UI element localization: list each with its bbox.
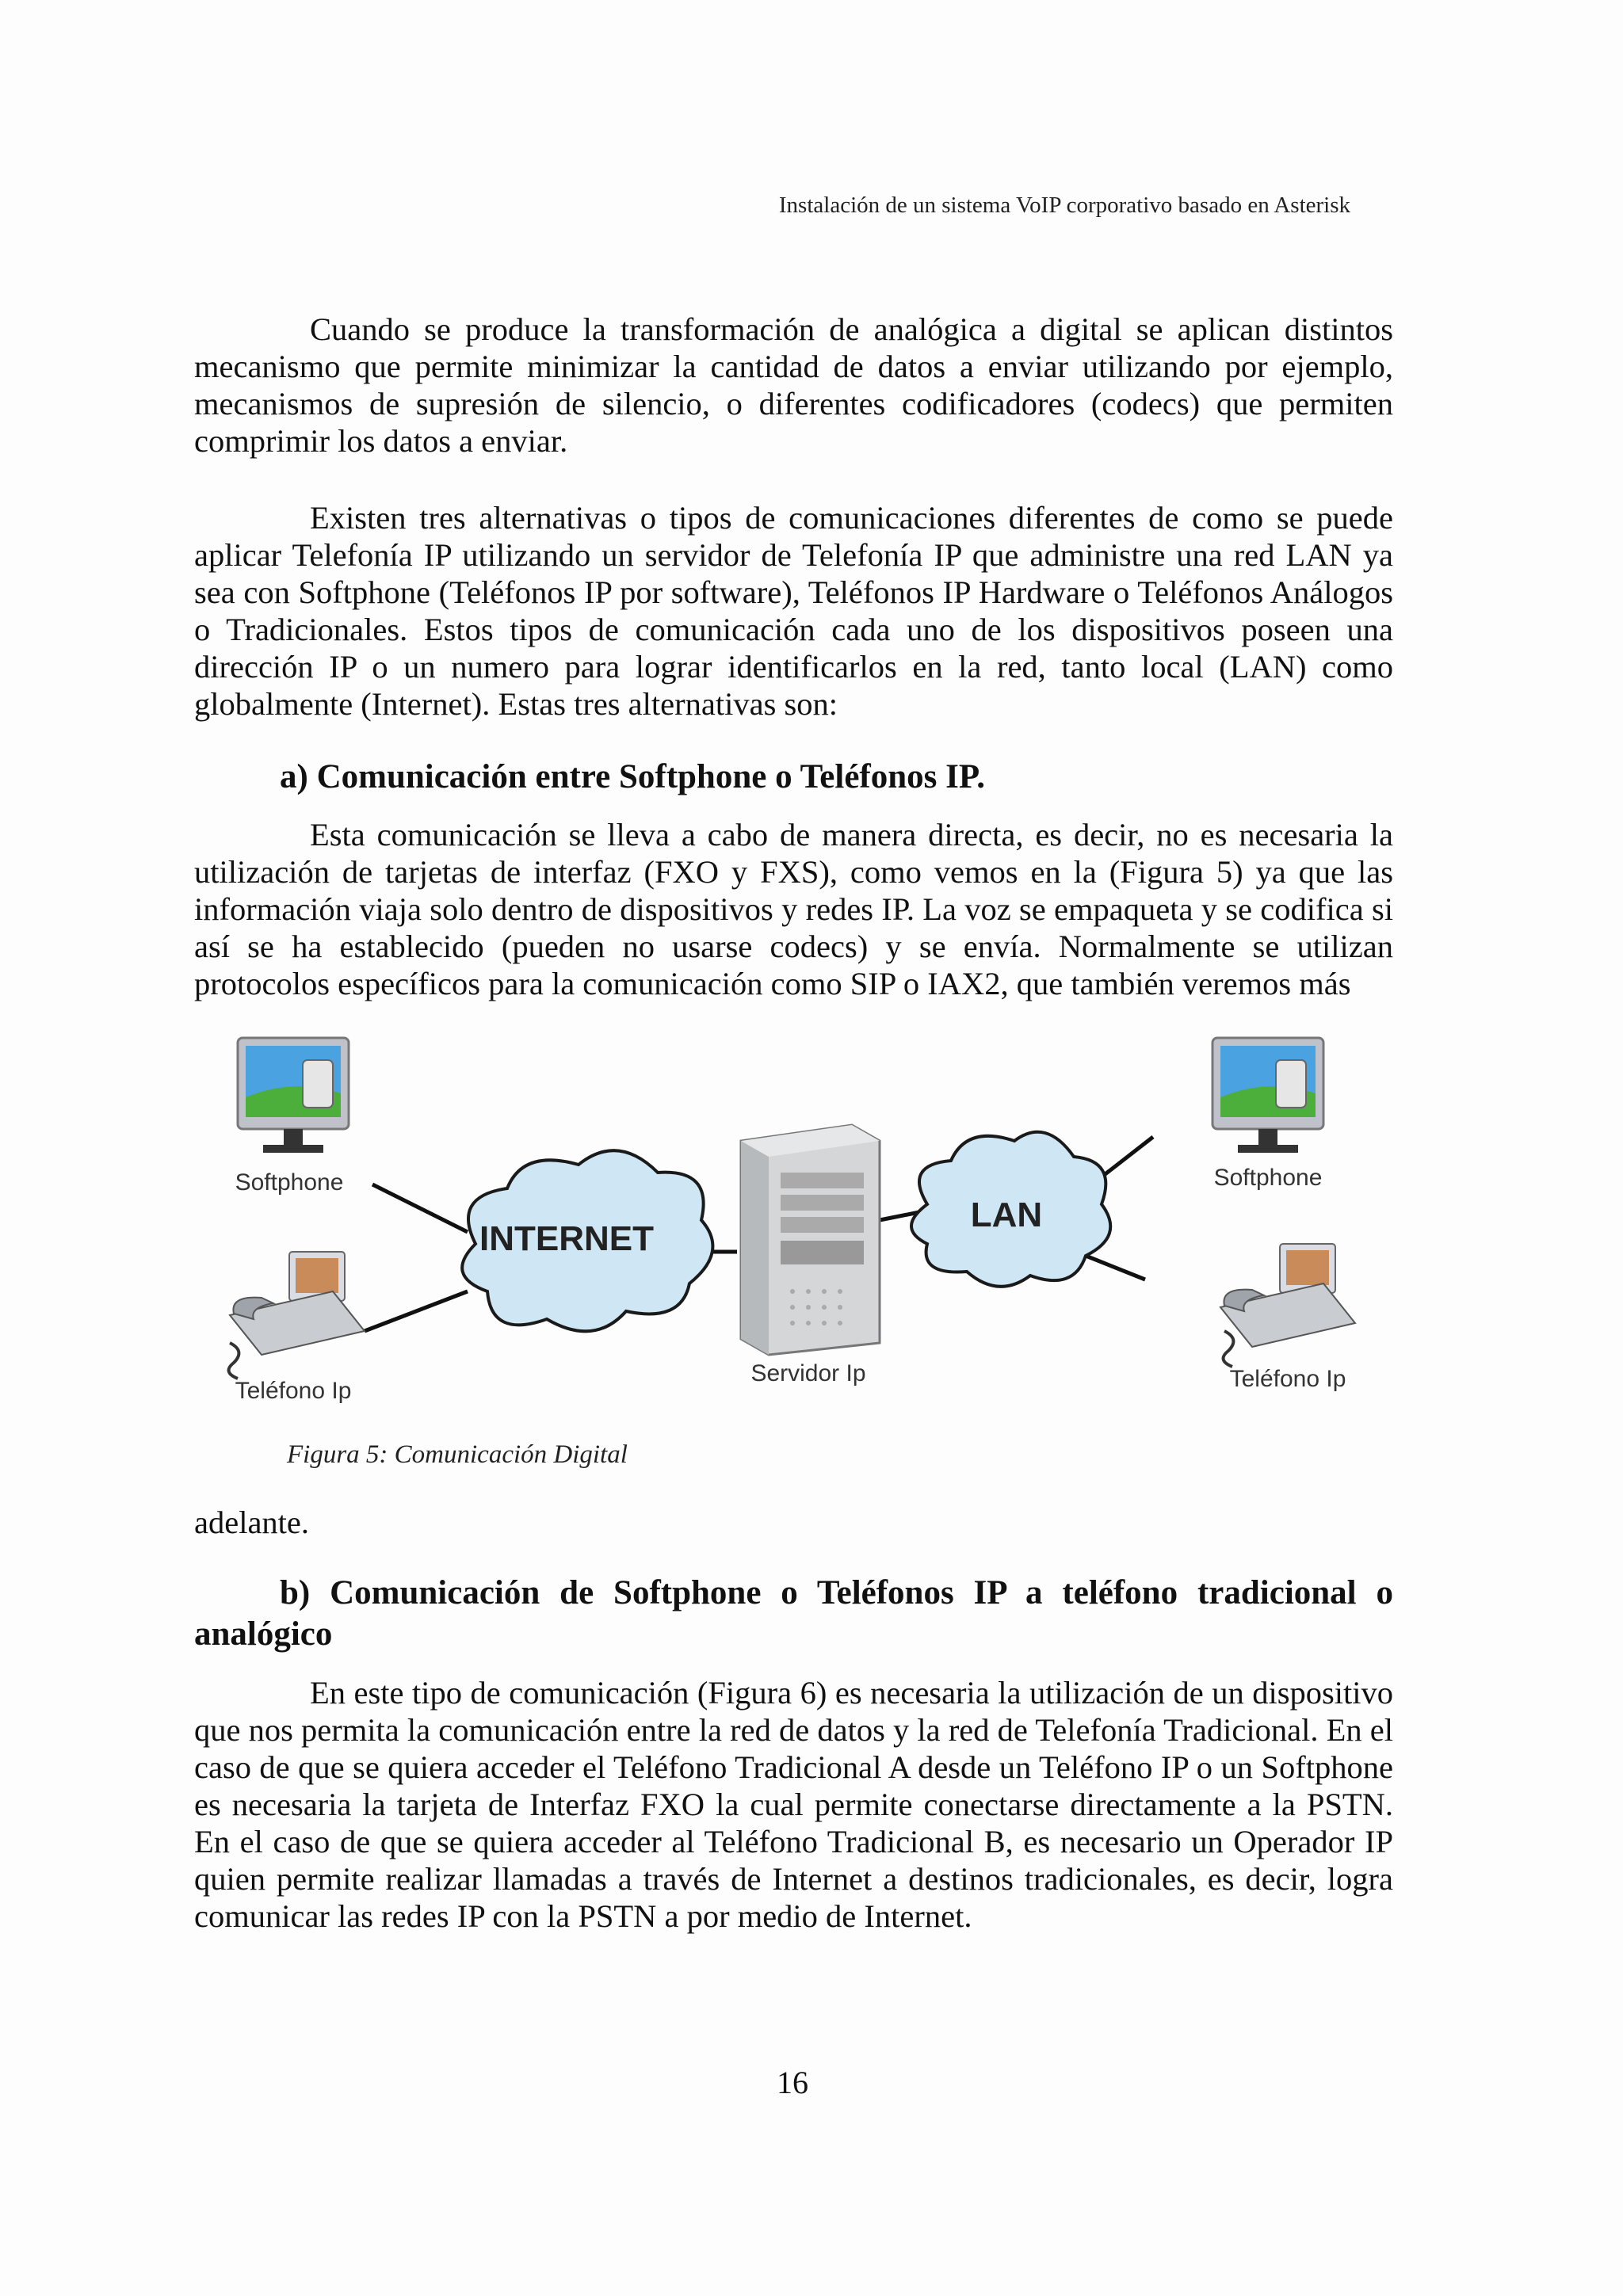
server-icon	[741, 1125, 880, 1355]
page-number: 16	[777, 2065, 808, 2100]
paragraph-3	[194, 816, 1393, 1002]
ip-phone-left-icon	[229, 1252, 365, 1379]
paragraph-4	[194, 1674, 1393, 1935]
paragraph-4-text: En este tipo de comunicación (Figura 6) es necesaria la utilización de un dispositivo que nos permita la comunicación entre la red de datos y la red de Telefonía Tradicional. En el caso de que se quiera acceder el Teléfono Tradicional A desde un Teléfono IP o un Softphone es necesaria la tarjeta de Interfaz FXO la cual permite conectarse directamente a la PSTN. En el caso de que se quiera acceder al Teléfono Tradicional B, es necesario un Operador IP quien permite realizar llamadas a través de Internet a destinos tradicionales, es decir, logra comunicar las redes IP con la PSTN a por medio de Internet.	[194, 1675, 1393, 1934]
telefono-left-label: Teléfono Ip	[235, 1378, 352, 1404]
softphone-left-label: Softphone	[235, 1169, 344, 1196]
internet-label: INTERNET	[479, 1219, 654, 1258]
telefono-right-label: Teléfono Ip	[1229, 1366, 1346, 1392]
paragraph-1-text: Cuando se produce la transformación de analógica a digital se aplican distintos mecanismo que permite minimizar la cantidad de datos a enviar utilizando por ejemplo, mecanismos de supresión de silencio, o diferentes codificadores (codecs) que permiten comprimir los datos a enviar.	[194, 311, 1393, 459]
figure-caption: Figura 5: Comunicación Digital	[287, 1440, 628, 1469]
softphone-right-icon	[1212, 1038, 1323, 1153]
paragraph-1	[194, 311, 1393, 460]
paragraph-3-continuation: adelante.	[194, 1505, 310, 1540]
servidor-label: Servidor Ip	[750, 1360, 866, 1386]
figure-5-diagram	[214, 1030, 1387, 1418]
ip-phone-right-icon	[1220, 1244, 1355, 1367]
softphone-right-label: Softphone	[1213, 1165, 1323, 1191]
softphone-left-icon	[238, 1038, 349, 1153]
heading-b: b) Comunicación de Softphone o Teléfonos IP a teléfono tradicional o analógico	[194, 1574, 1393, 1653]
lan-label: LAN	[970, 1196, 1043, 1234]
network-diagram	[214, 1030, 1387, 1418]
running-header: Instalación de un sistema VoIP corporativo basado en Asterisk	[778, 193, 1350, 218]
paragraph-2-text: Existen tres alternativas o tipos de comunicaciones diferentes de como se puede aplicar Telefonía IP utilizando un servidor de Telefonía IP que administre una red LAN ya sea con Softphone (Teléfonos IP por software), Teléfonos IP Hardware o Teléfonos Análogos o Tradicionales. Estos tipos de comunicación cada uno de los dispositivos poseen una dirección IP o un numero para lograr identificarlos en la red, tanto local (LAN) como globalmente (Internet). Estas tres alternativas son:	[194, 500, 1393, 722]
paragraph-2	[194, 499, 1393, 723]
paragraph-3-text: Esta comunicación se lleva a cabo de manera directa, es decir, no es necesaria la utilización de tarjetas de interfaz (FXO y FXS), como vemos en la (Figura 5) ya que las información viaja solo dentro de dispositivos y redes IP. La voz se empaqueta y se codifica si así se ha establecido (pueden no usarse codecs) y se envía. Normalmente se utilizan protocolos específicos para la comunicación como SIP o IAX2, que también veremos más	[194, 817, 1393, 1001]
heading-a: a) Comunicación entre Softphone o Teléfonos IP.	[280, 758, 985, 795]
